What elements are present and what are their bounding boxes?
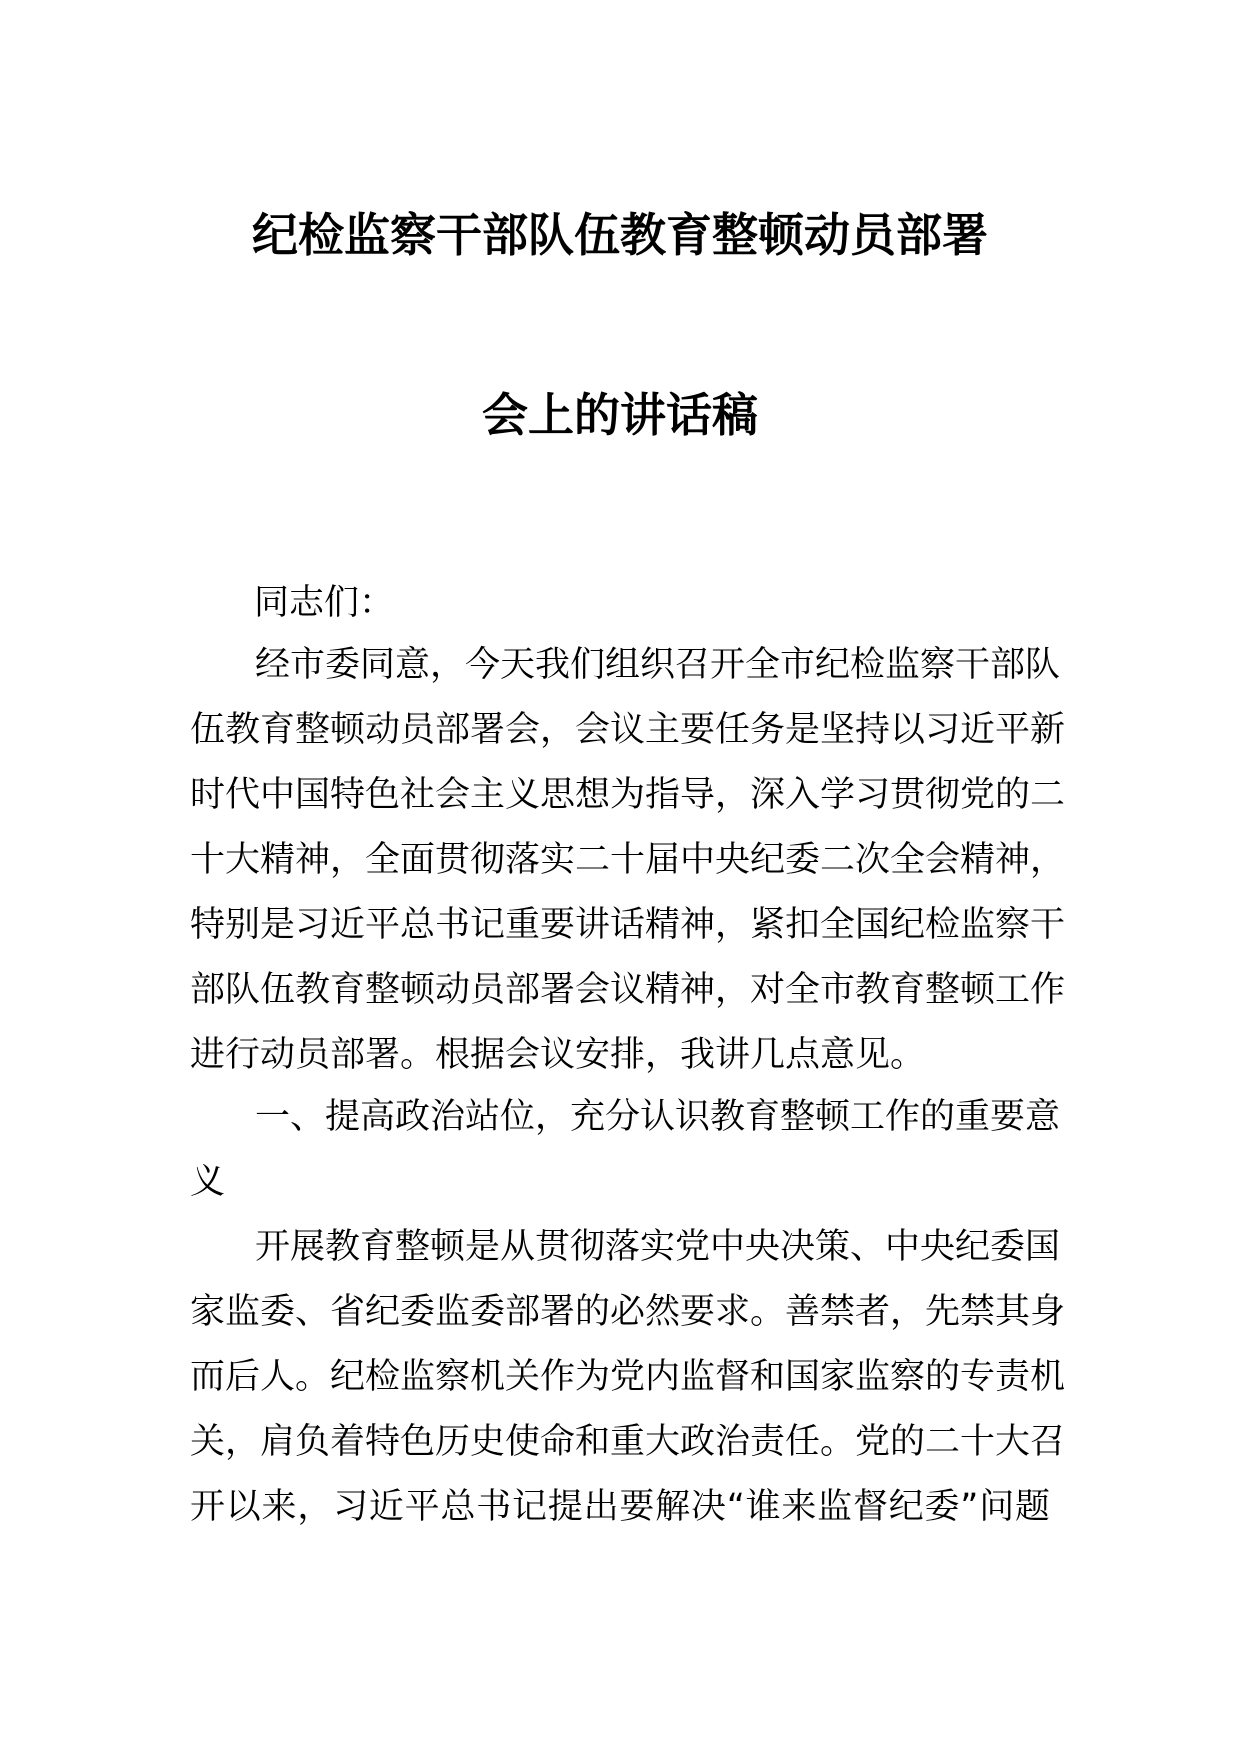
paragraph-line: 家监委、省纪委监委部署的必然要求。善禁者，先禁其身 <box>190 1292 1066 1332</box>
paragraph-line: 伍教育整顿动员部署会，会议主要任务是坚持以习近平新 <box>190 710 1066 750</box>
heading-line: 义 <box>190 1162 226 1202</box>
paragraph-line: 关，肩负着特色历史使命和重大政治责任。党的二十大召 <box>190 1422 1066 1462</box>
paragraph-section-1 <box>190 1215 1066 1540</box>
section-heading-1 <box>190 1085 1061 1215</box>
paragraph-line: 时代中国特色社会主义思想为指导，深入学习贯彻党的二 <box>190 775 1066 815</box>
paragraph-intro <box>190 633 1066 1088</box>
heading-line: 一、提高政治站位，充分认识教育整顿工作的重要意 <box>255 1097 1061 1137</box>
paragraph-line: 进行动员部署。根据会议安排，我讲几点意见。 <box>190 1035 926 1075</box>
paragraph-line: 部队伍教育整顿动员部署会议精神，对全市教育整顿工作 <box>190 970 1066 1010</box>
paragraph-line: 开展教育整顿是从贯彻落实党中央决策、中央纪委国 <box>255 1227 1061 1267</box>
paragraph-line: 而后人。纪检监察机关作为党内监督和国家监察的专责机 <box>190 1357 1066 1397</box>
paragraph-line: 经市委同意，今天我们组织召开全市纪检监察干部队 <box>255 645 1061 685</box>
paragraph-line: 特别是习近平总书记重要讲话精神，紧扣全国纪检监察干 <box>190 905 1066 945</box>
paragraph-line: 十大精神，全面贯彻落实二十届中央纪委二次全会精神， <box>190 840 1066 880</box>
document-title-line-2: 会上的讲话稿 <box>482 388 758 442</box>
document-title-line-1: 纪检监察干部队伍教育整顿动员部署 <box>252 208 988 262</box>
greeting: 同志们： <box>254 583 395 623</box>
paragraph-line: 开以来，习近平总书记提出要解决“谁来监督纪委”问题 <box>190 1487 1050 1527</box>
